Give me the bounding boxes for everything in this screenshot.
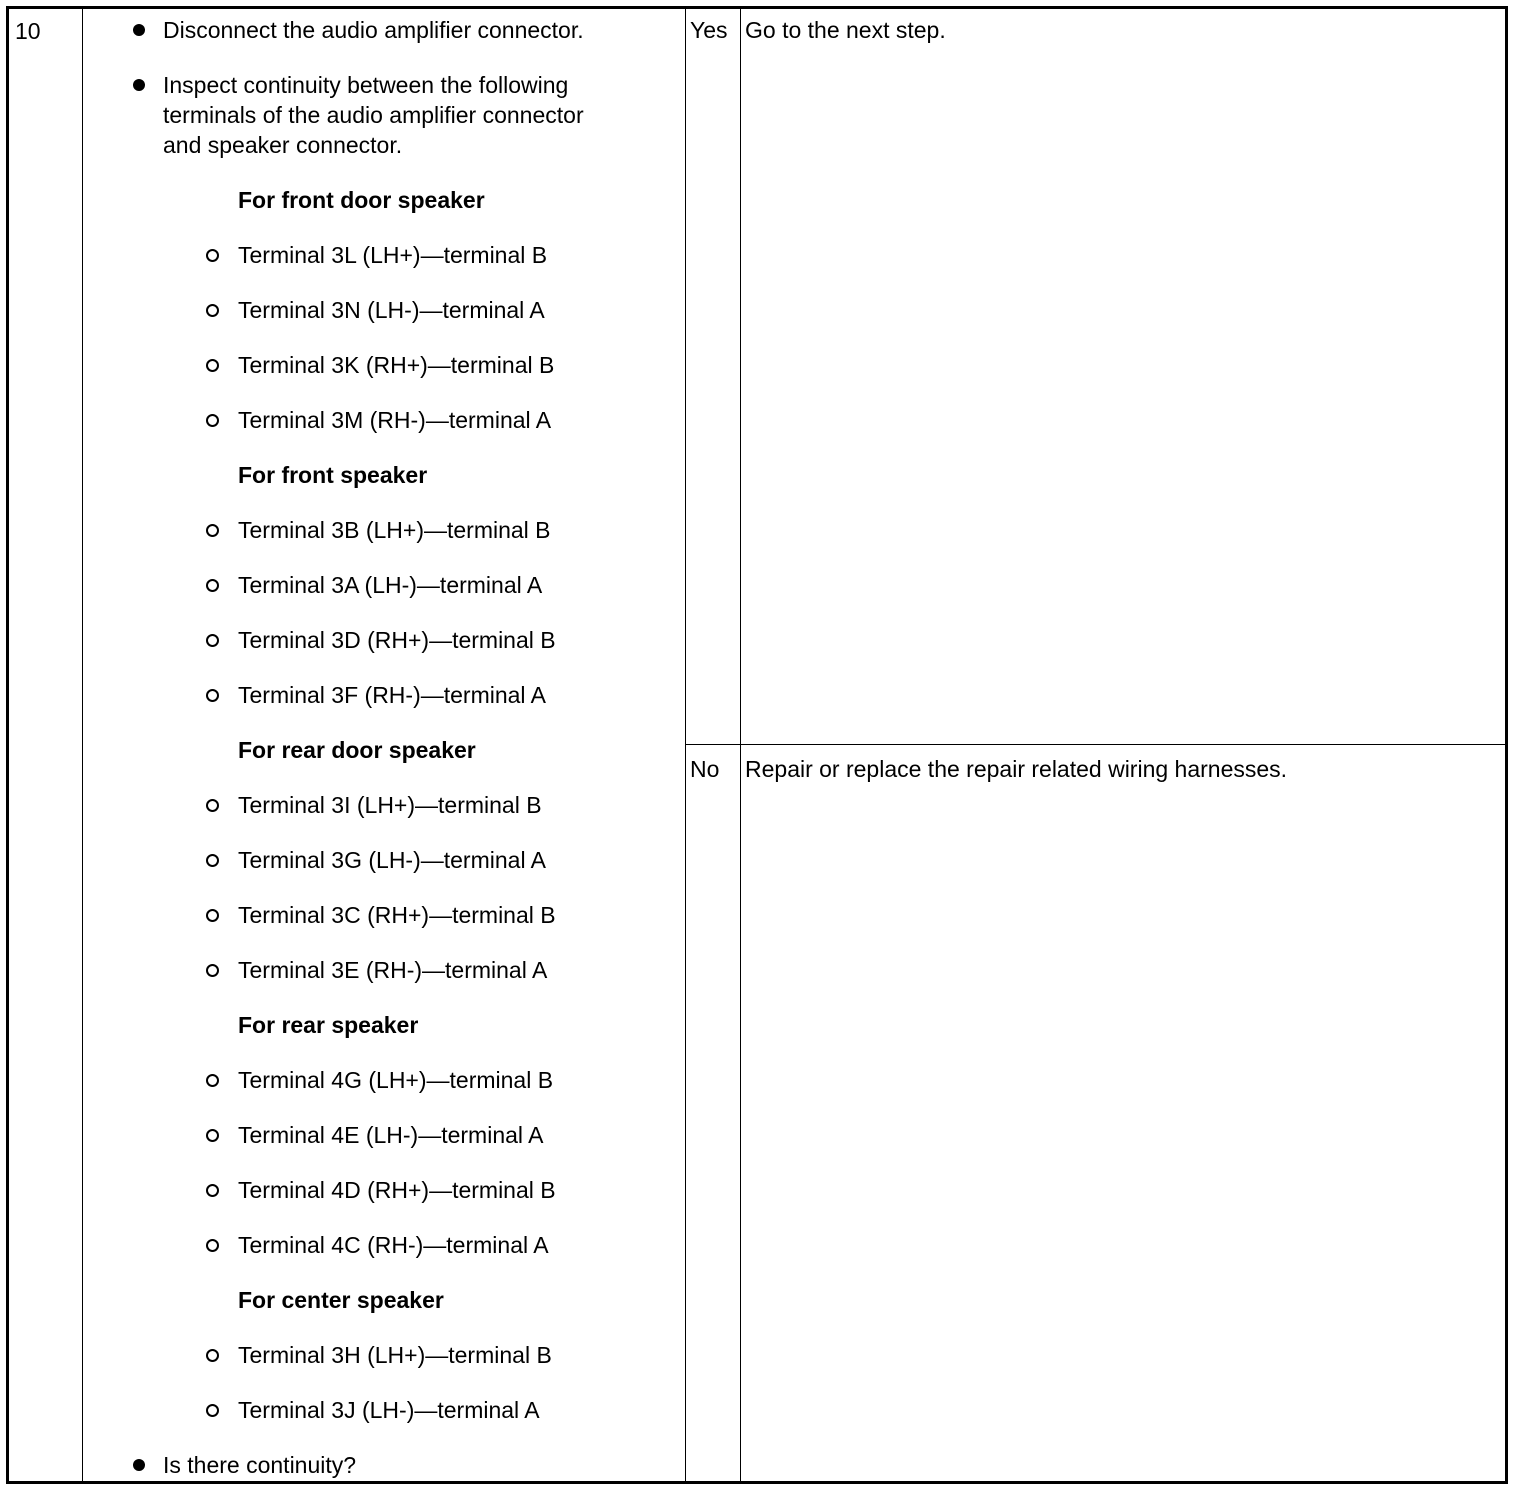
terminal-pair-item: Terminal 3H (LH+)—terminal B (238, 1342, 552, 1368)
speaker-group-heading: For rear speaker (238, 1012, 419, 1038)
inspection-step-table (6, 6, 1508, 1484)
circle-bullet-icon (206, 1074, 219, 1087)
no-action: Repair or replace the repair related wiring harnesses. (745, 756, 1288, 782)
circle-bullet-icon (206, 414, 219, 427)
terminal-pair-item: Terminal 4E (LH-)—terminal A (238, 1122, 544, 1148)
instruction-disconnect: Disconnect the audio amplifier connector. (163, 17, 584, 43)
speaker-group-heading: For center speaker (238, 1287, 444, 1313)
circle-bullet-icon (206, 964, 219, 977)
column-divider-step (82, 9, 83, 1481)
bullet-icon (133, 1459, 145, 1471)
result-row-divider (685, 744, 1505, 745)
terminal-pair-item: Terminal 3C (RH+)—terminal B (238, 902, 556, 928)
terminal-pair-item: Terminal 3I (LH+)—terminal B (238, 792, 542, 818)
speaker-group-heading: For front door speaker (238, 187, 485, 213)
column-divider-instructions (685, 9, 686, 1481)
circle-bullet-icon (206, 909, 219, 922)
circle-bullet-icon (206, 1349, 219, 1362)
circle-bullet-icon (206, 579, 219, 592)
instruction-inspect-line: and speaker connector. (163, 132, 403, 158)
circle-bullet-icon (206, 359, 219, 372)
circle-bullet-icon (206, 249, 219, 262)
instruction-inspect-line: terminals of the audio amplifier connector (163, 102, 584, 128)
terminal-pair-item: Terminal 3N (LH-)—terminal A (238, 297, 545, 323)
circle-bullet-icon (206, 304, 219, 317)
bullet-icon (133, 79, 145, 91)
terminal-pair-item: Terminal 3K (RH+)—terminal B (238, 352, 555, 378)
no-label: No (690, 756, 720, 782)
terminal-pair-item: Terminal 3F (RH-)—terminal A (238, 682, 546, 708)
column-divider-result (740, 9, 741, 1481)
instruction-question: Is there continuity? (163, 1452, 357, 1478)
terminal-pair-item: Terminal 3D (RH+)—terminal B (238, 627, 556, 653)
speaker-group-heading: For front speaker (238, 462, 428, 488)
terminal-pair-item: Terminal 3M (RH-)—terminal A (238, 407, 552, 433)
terminal-pair-item: Terminal 3J (LH-)—terminal A (238, 1397, 540, 1423)
terminal-pair-item: Terminal 4C (RH-)—terminal A (238, 1232, 549, 1258)
yes-label: Yes (690, 17, 728, 43)
terminal-pair-item: Terminal 3B (LH+)—terminal B (238, 517, 551, 543)
terminal-pair-item: Terminal 3A (LH-)—terminal A (238, 572, 543, 598)
terminal-pair-item: Terminal 4D (RH+)—terminal B (238, 1177, 556, 1203)
circle-bullet-icon (206, 524, 219, 537)
terminal-pair-item: Terminal 3L (LH+)—terminal B (238, 242, 548, 268)
terminal-pair-item: Terminal 4G (LH+)—terminal B (238, 1067, 554, 1093)
circle-bullet-icon (206, 799, 219, 812)
circle-bullet-icon (206, 1184, 219, 1197)
instruction-inspect-line: Inspect continuity between the following (163, 72, 569, 98)
circle-bullet-icon (206, 854, 219, 867)
terminal-pair-item: Terminal 3G (LH-)—terminal A (238, 847, 547, 873)
terminal-pair-item: Terminal 3E (RH-)—terminal A (238, 957, 548, 983)
circle-bullet-icon (206, 689, 219, 702)
speaker-group-heading: For rear door speaker (238, 737, 476, 763)
bullet-icon (133, 24, 145, 36)
circle-bullet-icon (206, 1129, 219, 1142)
yes-action: Go to the next step. (745, 17, 946, 43)
circle-bullet-icon (206, 1404, 219, 1417)
circle-bullet-icon (206, 1239, 219, 1252)
circle-bullet-icon (206, 634, 219, 647)
step-number: 10 (15, 18, 41, 44)
